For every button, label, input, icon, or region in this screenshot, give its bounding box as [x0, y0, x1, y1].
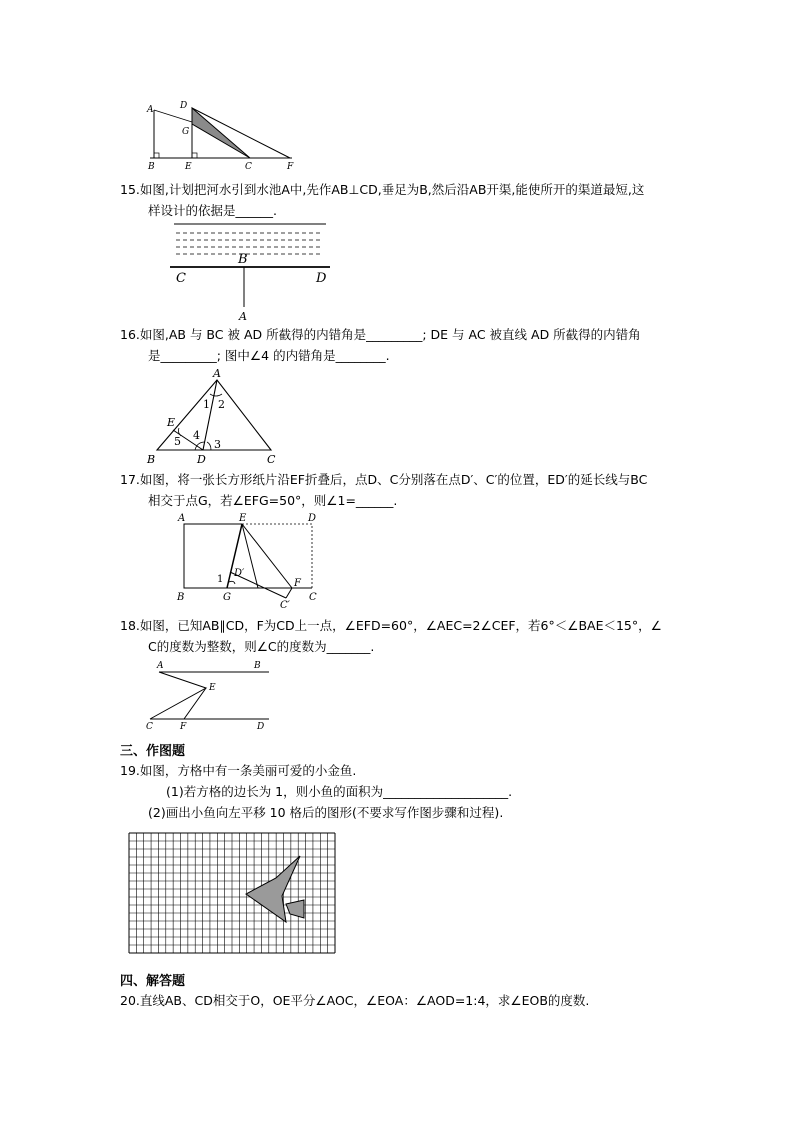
q16-line2: 是_________; 图中∠4 的内错角是________. [148, 348, 390, 363]
q17-label-b: B [177, 592, 185, 603]
q16-angle-4: 4 [193, 429, 200, 442]
q16-figure [143, 366, 283, 466]
q16-angle-2: 2 [218, 398, 225, 411]
q16-label-d: D [197, 453, 206, 466]
q15-line2: 样设计的依据是______. [148, 203, 277, 218]
q18-label-c: C [146, 722, 153, 732]
q17-angle-1: 1 [217, 574, 224, 585]
q16-line1: 16.如图,AB 与 BC 被 AD 所截得的内错角是_________; DE 与 AC 被直线 AD 所截得的内错角 [120, 327, 641, 342]
q17-label-d: D [308, 513, 317, 524]
q19-line2: (1)若方格的边长为 1，则小鱼的面积为____________________. [166, 784, 513, 799]
q18-label-e: E [209, 683, 216, 693]
q18-figure [144, 657, 274, 737]
q19-line3: (2)画出小鱼向左平移 10 格后的图形(不要求写作图步骤和过程). [148, 805, 504, 820]
section-heading-3: 三、作图题 [120, 744, 186, 759]
q16-angle-1: 1 [203, 398, 210, 411]
q15-label-c: C [176, 271, 186, 286]
q17-label-e: E [239, 513, 247, 524]
q16-angle-3: 3 [214, 438, 221, 451]
q18-label-b: B [254, 661, 261, 671]
section-heading-4: 四、解答题 [120, 974, 186, 989]
q17-label-a: A [178, 513, 186, 524]
q15-figure [168, 222, 333, 322]
q17-label-c: C [309, 592, 317, 603]
q15-line1: 15.如图,计划把河水引到水池A中,先作AB⊥CD,垂足为B,然后沿AB开渠,能使所开的渠道最短,这 [120, 182, 645, 197]
q14-label-c: C [245, 162, 252, 172]
q15-label-d: D [316, 271, 327, 286]
q14-label-b: B [148, 162, 155, 172]
q16-angle-5: 5 [174, 435, 181, 448]
q17-label-g: G [223, 592, 231, 603]
q16-label-c: C [267, 453, 276, 466]
q18-label-d: D [257, 722, 265, 732]
q16-label-e: E [167, 416, 176, 429]
q19-grid-figure [128, 832, 338, 956]
fish-tail [286, 900, 304, 918]
q18-line1: 18.如图，已知AB∥CD，F为CD上一点，∠EFD=60°，∠AEC=2∠CEF，若6°＜∠BAE＜15°，∠ [120, 618, 662, 633]
q18-label-a: A [157, 661, 164, 671]
q17-label-cprime: C′ [280, 600, 290, 611]
q17-label-f: F [294, 578, 301, 589]
q19-grid [129, 833, 335, 953]
q17-label-dprime: D′ [234, 568, 245, 579]
q14-label-g: G [182, 127, 190, 137]
q17-line1: 17.如图，将一张长方形纸片沿EF折叠后，点D、C分别落在点D′、C′的位置，ED′的延长线与BC [120, 472, 648, 487]
q17-line2: 相交于点G，若∠EFG=50°，则∠1=______. [148, 493, 398, 508]
q14-label-d: D [180, 101, 188, 111]
q16-label-b: B [147, 453, 156, 466]
q14-label-a: A [147, 105, 154, 115]
q18-label-f: F [180, 722, 187, 732]
q14-label-f: F [287, 162, 294, 172]
q15-label-a: A [239, 310, 247, 323]
q14-figure [140, 98, 310, 172]
q20-line1: 20.直线AB、CD相交于O，OE平分∠AOC，∠EOA：∠AOD=1:4，求∠EOB的度数. [120, 993, 590, 1008]
q14-label-e: E [185, 162, 192, 172]
q19-line1: 19.如图，方格中有一条美丽可爱的小金鱼. [120, 763, 357, 778]
q16-label-a: A [213, 367, 221, 380]
q15-label-b: B [238, 252, 248, 267]
q18-line2: C的度数为整数，则∠C的度数为_______. [148, 639, 375, 654]
q17-figure [172, 510, 327, 610]
